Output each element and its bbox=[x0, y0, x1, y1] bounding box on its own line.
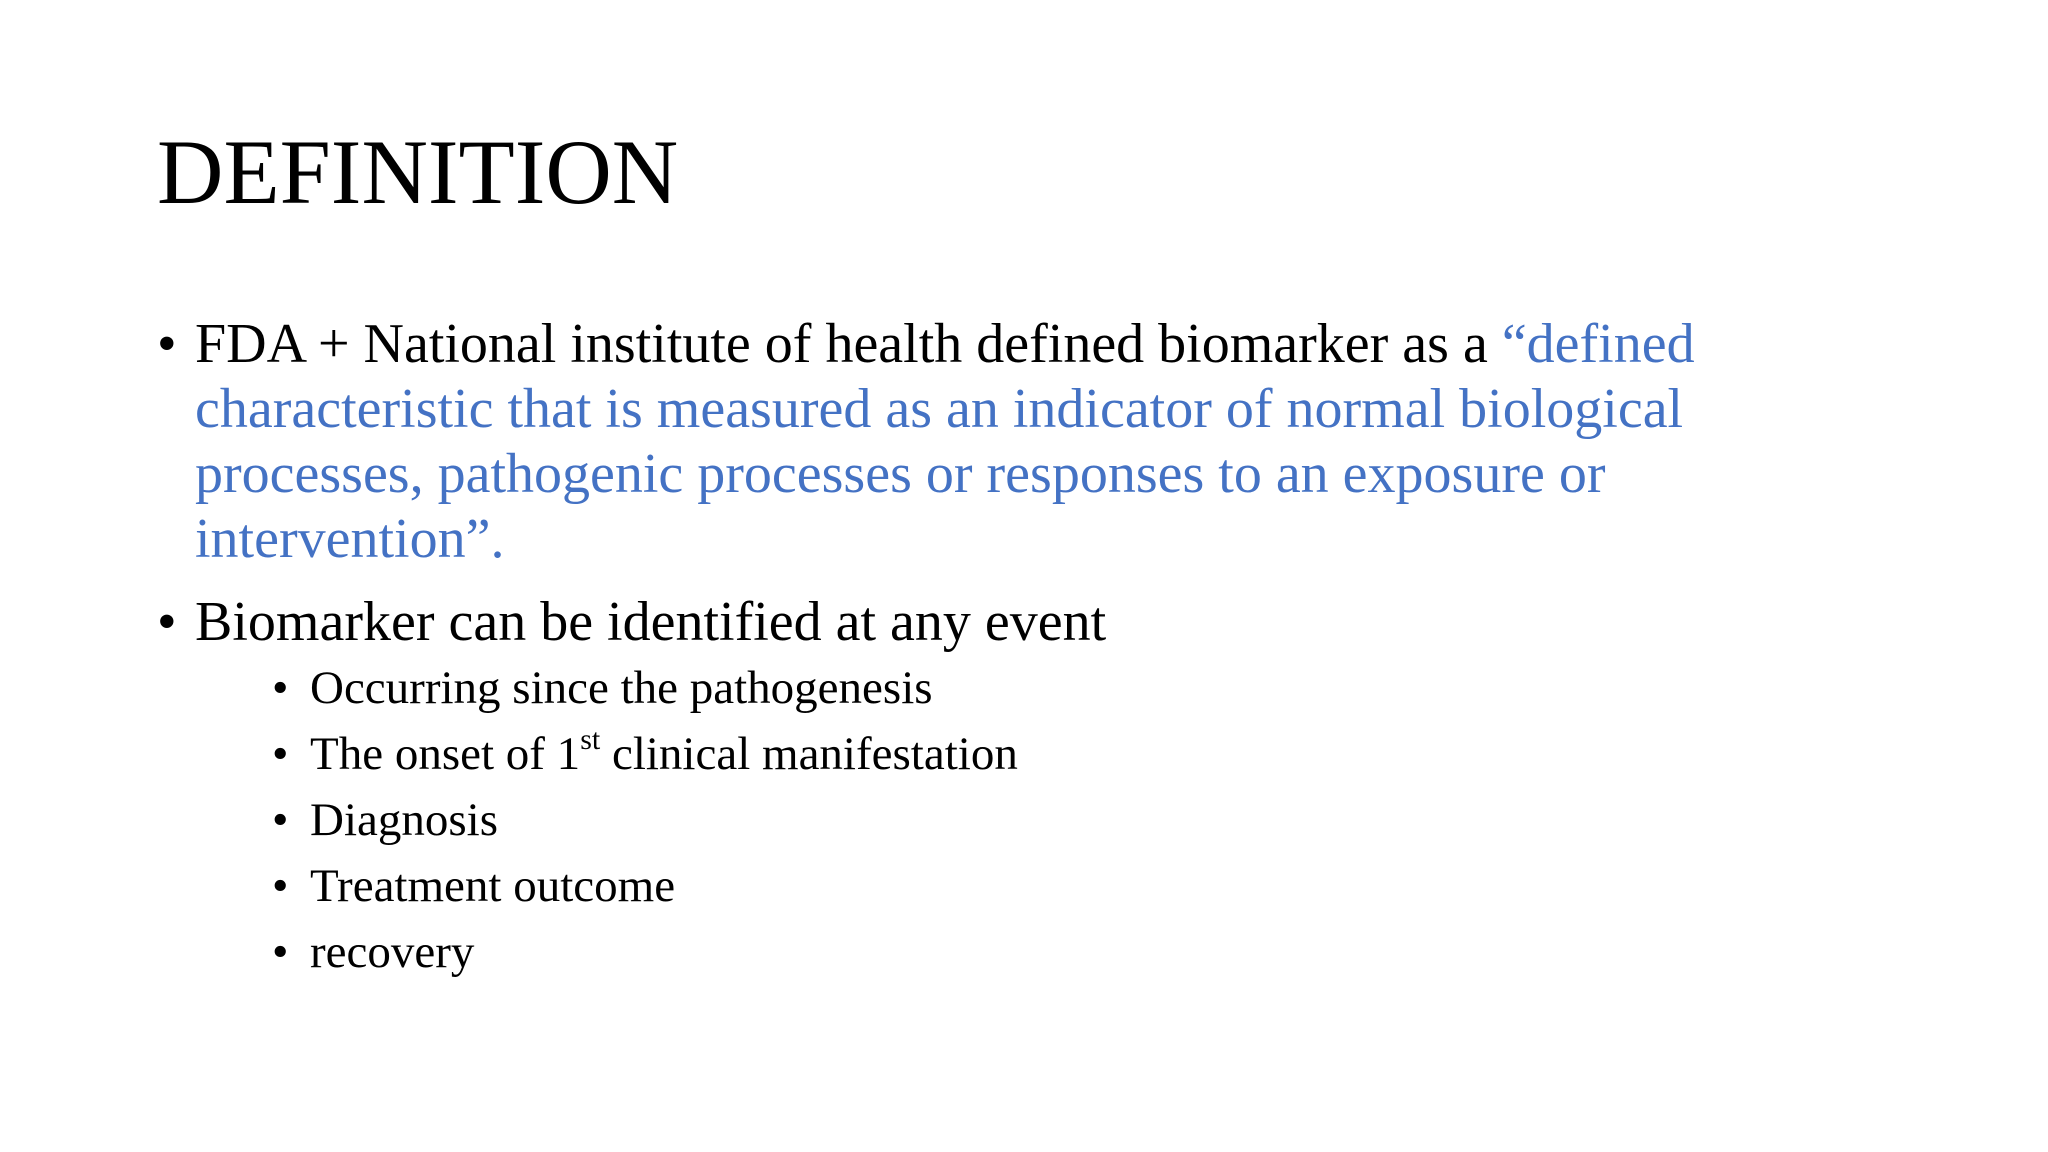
sub-bullet-recovery bbox=[195, 919, 1857, 985]
slide-title: DEFINITION bbox=[157, 121, 679, 223]
sub-bullet-dot: • bbox=[272, 926, 289, 978]
identification-events-text: Biomarker can be identified at any event bbox=[195, 591, 1107, 653]
sub-bullet-text: Diagnosis bbox=[310, 794, 498, 846]
sub-bullet-dot: • bbox=[272, 794, 289, 846]
event-sublist bbox=[195, 655, 1857, 985]
bullet-biomarker-definition bbox=[157, 312, 1857, 572]
sub-bullet-text-pre: The onset of 1 bbox=[310, 728, 581, 780]
slide-body bbox=[157, 312, 1857, 1003]
sub-bullet-onset bbox=[195, 721, 1857, 787]
sub-bullet-text: Occurring since the pathogenesis bbox=[310, 662, 933, 714]
sub-bullet-text: Treatment outcome bbox=[310, 860, 676, 912]
bullet-dot: • bbox=[157, 313, 177, 375]
sub-bullet-dot: • bbox=[272, 662, 289, 714]
sub-bullet-treatment-outcome bbox=[195, 853, 1857, 919]
ordinal-superscript: st bbox=[580, 723, 601, 756]
sub-bullet-text-post: clinical manifestation bbox=[600, 728, 1018, 780]
sub-bullet-dot: • bbox=[272, 860, 289, 912]
definition-quote-text: “defined characteristic that is measured as an indicator of normal biological processes, pathogenic processes or responses to an exposure or intervention”. bbox=[195, 313, 1695, 570]
bullet-identification-events bbox=[157, 590, 1857, 985]
sub-bullet-diagnosis bbox=[195, 787, 1857, 853]
sub-bullet-text: recovery bbox=[310, 926, 475, 978]
sub-bullet-pathogenesis bbox=[195, 655, 1857, 721]
bullet-dot: • bbox=[157, 591, 177, 653]
sub-bullet-dot: • bbox=[272, 728, 289, 780]
definition-intro-text: FDA + National institute of health defined biomarker as a bbox=[195, 313, 1502, 375]
